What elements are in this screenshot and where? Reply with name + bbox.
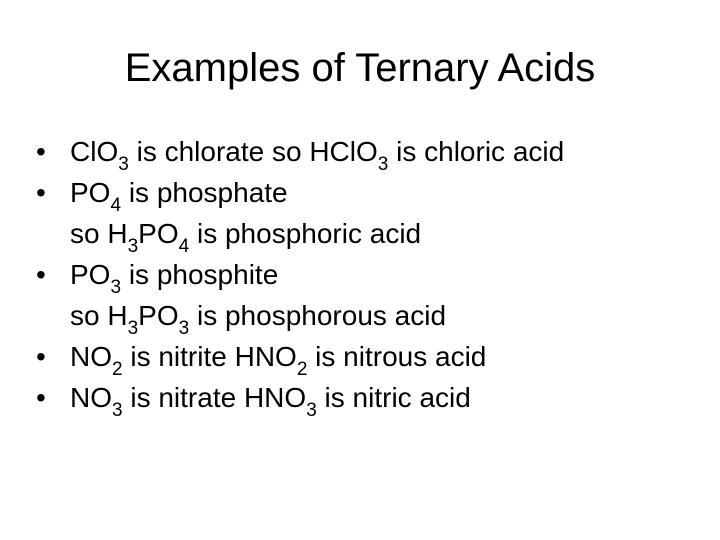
bullet-item <box>36 336 706 380</box>
text-run: is phosphoric acid <box>189 218 422 249</box>
slide-title: Examples of Ternary Acids <box>124 46 596 90</box>
text-run: is nitrite HNO <box>122 341 297 372</box>
text-run: is phosphite <box>121 259 279 290</box>
bullet-line <box>70 336 706 380</box>
bullet-item <box>36 131 706 175</box>
text-run: is phosphorous acid <box>189 300 447 331</box>
text-run: is phosphate <box>121 177 288 208</box>
bullet-item <box>36 172 706 257</box>
subscript: 3 <box>377 154 389 175</box>
subscript: 4 <box>178 236 190 257</box>
bullet-mark: • <box>36 382 46 413</box>
text-run: NO <box>70 341 112 372</box>
subscript: 3 <box>112 400 123 421</box>
bullet-mark: • <box>36 136 46 167</box>
bullet-mark: • <box>36 341 46 372</box>
text-run: is chlorate so HCl <box>128 136 356 167</box>
bullet-line <box>70 295 706 339</box>
subscript: 3 <box>178 318 190 339</box>
text-run: PO <box>138 218 179 249</box>
bullet-mark: • <box>36 259 46 290</box>
subscript: 3 <box>110 277 122 298</box>
subscript: 2 <box>296 359 308 380</box>
bullet-line <box>70 131 706 175</box>
bullet-line <box>70 172 706 216</box>
text-run: is nitrous acid <box>307 341 487 372</box>
text-run: is nitric acid <box>316 382 471 413</box>
text-run: so H <box>70 218 128 249</box>
subscript: 2 <box>112 359 123 380</box>
text-run: O <box>356 136 378 167</box>
text-run: is chloric acid <box>388 136 565 167</box>
subscript: 4 <box>110 195 122 216</box>
text-run: NO <box>70 382 112 413</box>
text-run: Cl <box>70 136 97 167</box>
bullet-line <box>70 254 706 298</box>
subscript: 3 <box>127 236 139 257</box>
text-run: so H <box>70 300 128 331</box>
bullet-line <box>70 377 706 421</box>
bullet-list <box>36 131 706 421</box>
subscript: 3 <box>306 400 317 421</box>
text-run: PO <box>138 300 179 331</box>
bullet-item <box>36 377 706 421</box>
text-run: is nitrate HNO <box>122 382 307 413</box>
subscript: 3 <box>118 154 129 175</box>
bullet-mark: • <box>36 177 46 208</box>
text-run: O <box>96 136 119 167</box>
text-run: PO <box>70 177 111 208</box>
subscript: 3 <box>127 318 139 339</box>
bullet-item <box>36 254 706 339</box>
bullet-line <box>70 213 706 257</box>
text-run: PO <box>70 259 111 290</box>
